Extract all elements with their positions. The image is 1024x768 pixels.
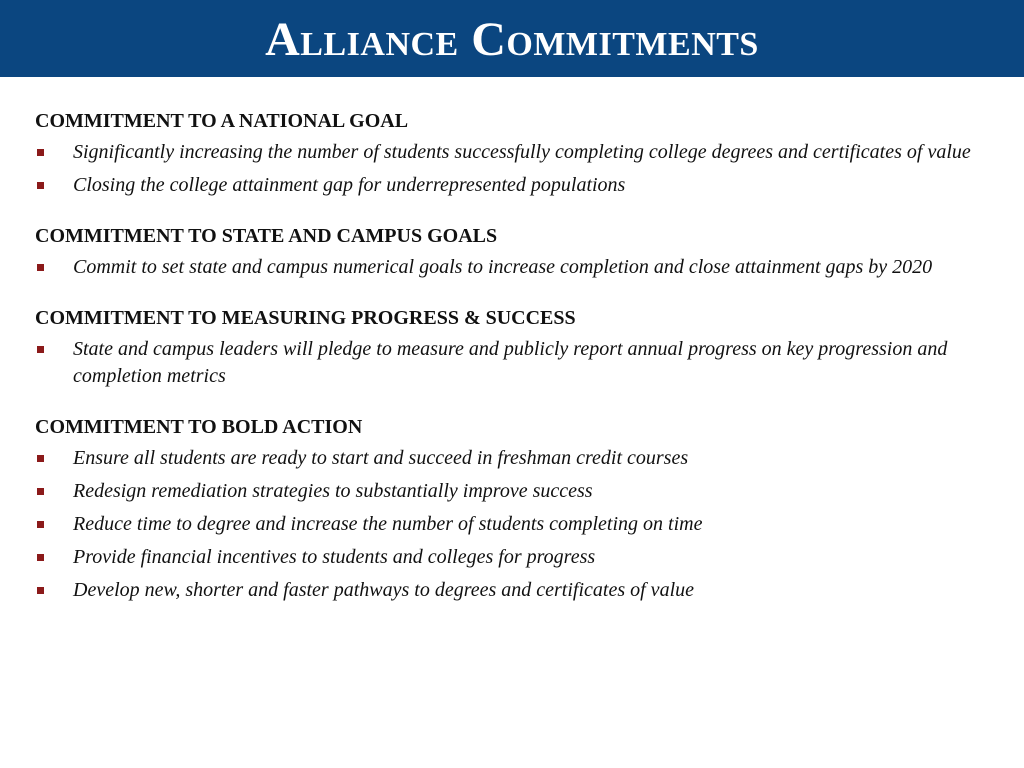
bullet-item bbox=[35, 139, 985, 166]
bullet-item bbox=[35, 511, 985, 538]
square-bullet-icon bbox=[37, 488, 44, 495]
square-bullet-icon bbox=[37, 149, 44, 156]
bullet-item bbox=[35, 254, 985, 281]
bullet-text: Reduce time to degree and increase the number of students completing on time bbox=[73, 513, 703, 535]
section-bold-action bbox=[35, 414, 985, 604]
bullet-list bbox=[35, 254, 985, 281]
bullet-text: Provide financial incentives to students and colleges for progress bbox=[73, 546, 596, 568]
section-state-campus-goals bbox=[35, 223, 985, 281]
bullet-text: Ensure all students are ready to start and succeed in freshman credit courses bbox=[73, 447, 689, 469]
section-national-goal bbox=[35, 108, 985, 199]
bullet-text: Closing the college attainment gap for underrepresented populations bbox=[73, 174, 626, 196]
square-bullet-icon bbox=[37, 346, 44, 353]
square-bullet-icon bbox=[37, 182, 44, 189]
section-measuring-progress bbox=[35, 305, 985, 390]
bullet-text: Significantly increasing the number of students successfully completing college degrees and certificates of value bbox=[73, 141, 971, 163]
square-bullet-icon bbox=[37, 455, 44, 462]
section-heading: COMMITMENT TO STATE AND CAMPUS GOALS bbox=[35, 225, 498, 247]
section-heading: COMMITMENT TO MEASURING PROGRESS & SUCCESS bbox=[35, 307, 576, 329]
title-bar bbox=[0, 0, 1024, 77]
section-heading: COMMITMENT TO A NATIONAL GOAL bbox=[35, 110, 409, 132]
slide-content bbox=[35, 108, 985, 604]
bullet-text: Commit to set state and campus numerical goals to increase completion and close attainment gaps by 2020 bbox=[73, 256, 933, 278]
bullet-item bbox=[35, 336, 985, 390]
bullet-item bbox=[35, 445, 985, 472]
square-bullet-icon bbox=[37, 587, 44, 594]
slide-title: Alliance Commitments bbox=[265, 12, 759, 66]
bullet-list bbox=[35, 445, 985, 604]
bullet-list bbox=[35, 139, 985, 199]
bullet-item bbox=[35, 577, 985, 604]
bullet-text: Redesign remediation strategies to substantially improve success bbox=[73, 480, 593, 502]
section-heading: COMMITMENT TO BOLD ACTION bbox=[35, 416, 363, 438]
bullet-text: Develop new, shorter and faster pathways to degrees and certificates of value bbox=[73, 579, 694, 601]
bullet-list bbox=[35, 336, 985, 390]
square-bullet-icon bbox=[37, 264, 44, 271]
square-bullet-icon bbox=[37, 554, 44, 561]
square-bullet-icon bbox=[37, 521, 44, 528]
bullet-item bbox=[35, 544, 985, 571]
bullet-item bbox=[35, 478, 985, 505]
bullet-item bbox=[35, 172, 985, 199]
bullet-text: State and campus leaders will pledge to measure and publicly report annual progress on key progression and completion metrics bbox=[73, 338, 948, 387]
